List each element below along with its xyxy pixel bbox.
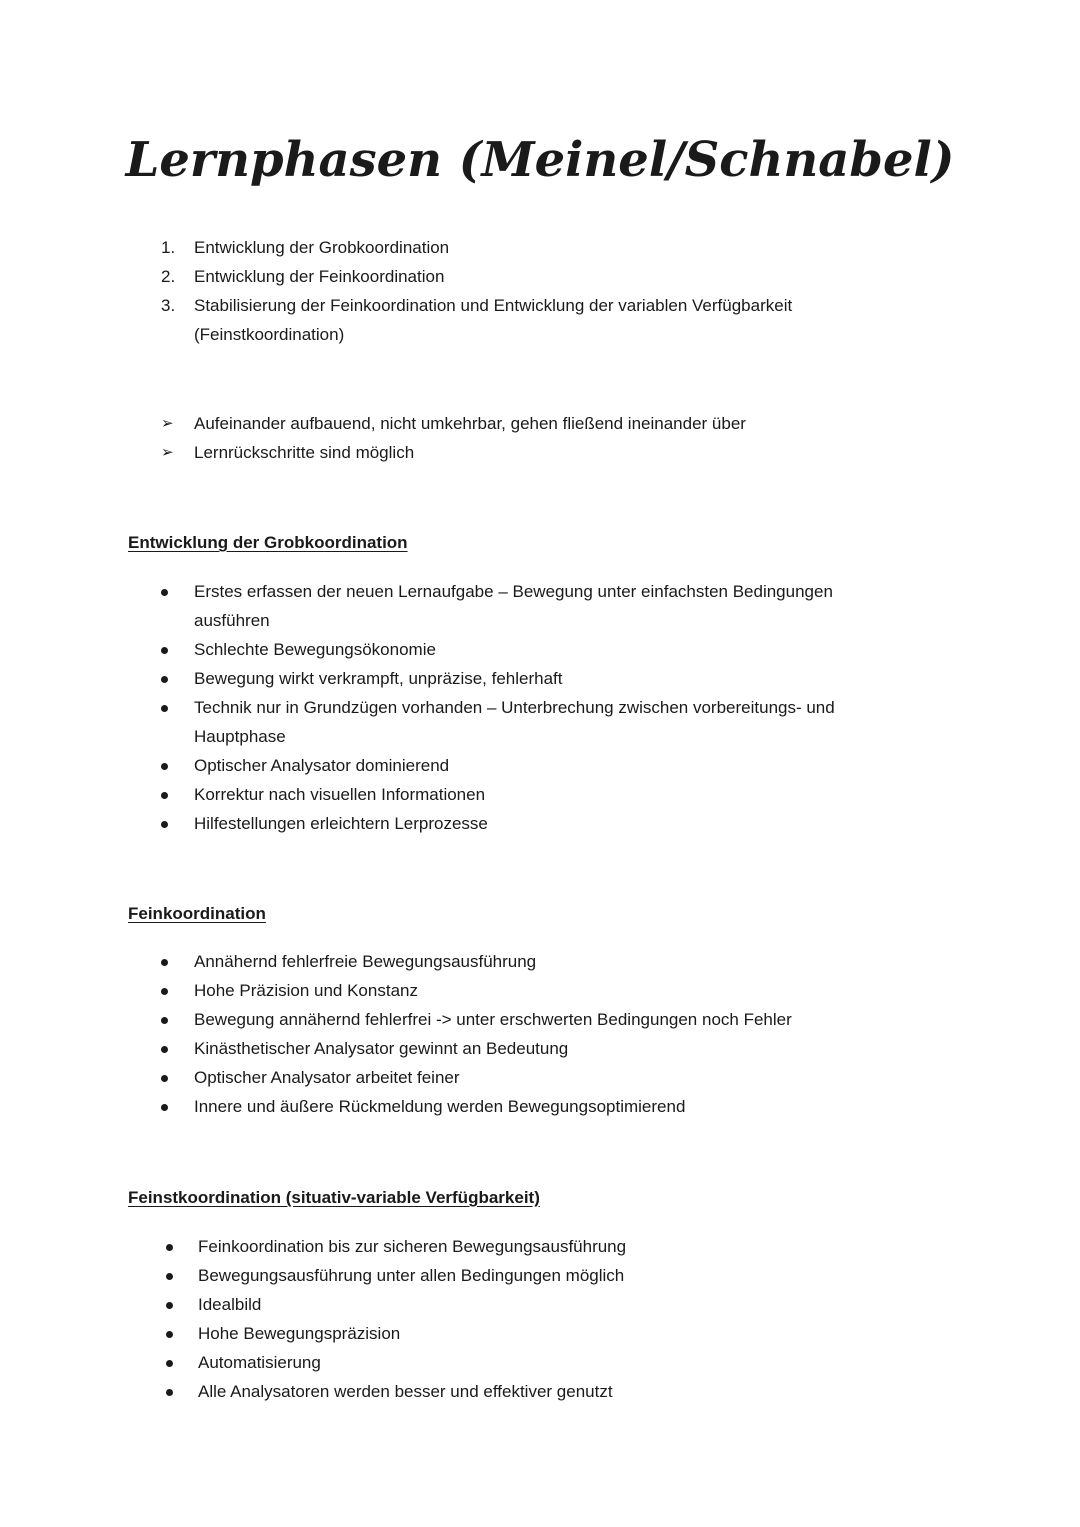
phase-item	[0, 233, 1080, 262]
list-item-text: Korrektur nach visuellen Informationen	[194, 785, 486, 804]
list-item-text: Schlechte Bewegungsökonomie	[194, 640, 436, 659]
note-list	[0, 409, 1080, 467]
list-item	[0, 1377, 1080, 1406]
bullet-icon	[161, 763, 168, 770]
bullet-icon	[161, 821, 168, 828]
list-item	[0, 976, 1080, 1005]
list-item-text: Optischer Analysator arbeitet feiner	[194, 1068, 460, 1087]
phase-item	[0, 262, 1080, 291]
list-item	[0, 1261, 1080, 1290]
list-item	[0, 1290, 1080, 1319]
phase-item	[0, 291, 1080, 349]
phase-text: Stabilisierung der Feinkoordination und Entwicklung der variablen Verfügbarkeit (Feinstkoordination)	[194, 296, 793, 344]
list-item	[0, 780, 1080, 809]
arrow-bullet-icon: ➢	[161, 415, 174, 432]
bullet-icon	[166, 1389, 173, 1396]
bullet-icon	[161, 988, 168, 995]
list-item-text: Hohe Präzision und Konstanz	[194, 981, 418, 1000]
bullet-icon	[161, 647, 168, 654]
list-item	[0, 751, 1080, 780]
bullet-icon	[166, 1244, 173, 1251]
list-item-text: Bewegung wirkt verkrampft, unpräzise, fehlerhaft	[194, 669, 563, 688]
bullet-icon	[161, 1017, 168, 1024]
phase-text: Entwicklung der Grobkoordination	[194, 238, 450, 257]
bullet-icon	[161, 1075, 168, 1082]
phase-number: 3.	[161, 296, 176, 315]
list-item-text: Hilfestellungen erleichtern Lerprozesse	[194, 814, 488, 833]
note-text: Lernrückschritte sind möglich	[194, 443, 415, 462]
list-item-text: Hohe Bewegungspräzision	[198, 1324, 401, 1343]
section-list-feinkoordination	[0, 947, 1080, 1121]
note-text: Aufeinander aufbauend, nicht umkehrbar, gehen fließend ineinander über	[194, 414, 746, 433]
list-item	[0, 635, 1080, 664]
bullet-icon	[161, 705, 168, 712]
note-item	[0, 438, 1080, 467]
phase-list	[0, 233, 1080, 349]
list-item	[0, 664, 1080, 693]
list-item-text: Idealbild	[198, 1295, 262, 1314]
list-item-text: Annähernd fehlerfreie Bewegungsausführung	[194, 952, 537, 971]
list-item-text: Bewegung annähernd fehlerfrei -> unter erschwerten Bedingungen noch Fehler	[194, 1010, 792, 1029]
phase-number: 1.	[161, 238, 176, 257]
list-item	[0, 693, 1080, 751]
list-item	[0, 1319, 1080, 1348]
list-item	[0, 1348, 1080, 1377]
list-item-text: Kinästhetischer Analysator gewinnt an Bedeutung	[194, 1039, 569, 1058]
list-item-text: Automatisierung	[198, 1353, 321, 1372]
list-item	[0, 577, 1080, 635]
list-item	[0, 1034, 1080, 1063]
section-list-feinstkoordination	[0, 1232, 1080, 1406]
bullet-icon	[166, 1360, 173, 1367]
list-item-text: Erstes erfassen der neuen Lernaufgabe – Bewegung unter einfachsten Bedingungen ausführen	[194, 582, 833, 630]
page-title: Lernphasen (Meinel/Schnabel)	[125, 132, 955, 188]
list-item-text: Optischer Analysator dominierend	[194, 756, 450, 775]
phase-number: 2.	[161, 267, 176, 286]
bullet-icon	[166, 1273, 173, 1280]
section-heading-feinstkoordination: Feinstkoordination (situativ-variable Verfügbarkeit)	[128, 1188, 540, 1207]
bullet-icon	[161, 1104, 168, 1111]
section-list-grobkoordination	[0, 577, 1080, 838]
list-item-text: Feinkoordination bis zur sicheren Bewegungsausführung	[198, 1237, 627, 1256]
section-heading-feinkoordination: Feinkoordination	[128, 904, 266, 923]
bullet-icon	[166, 1302, 173, 1309]
bullet-icon	[161, 792, 168, 799]
list-item-text: Innere und äußere Rückmeldung werden Bewegungsoptimierend	[194, 1097, 686, 1116]
section-heading-grobkoordination: Entwicklung der Grobkoordination	[128, 533, 408, 552]
list-item	[0, 947, 1080, 976]
list-item	[0, 809, 1080, 838]
bullet-icon	[166, 1331, 173, 1338]
list-item	[0, 1232, 1080, 1261]
bullet-icon	[161, 589, 168, 596]
bullet-icon	[161, 1046, 168, 1053]
list-item-text: Bewegungsausführung unter allen Bedingungen möglich	[198, 1266, 625, 1285]
list-item	[0, 1092, 1080, 1121]
arrow-bullet-icon: ➢	[161, 444, 174, 461]
note-item	[0, 409, 1080, 438]
list-item	[0, 1063, 1080, 1092]
bullet-icon	[161, 676, 168, 683]
list-item-text: Alle Analysatoren werden besser und effektiver genutzt	[198, 1382, 613, 1401]
list-item	[0, 1005, 1080, 1034]
phase-text: Entwicklung der Feinkoordination	[194, 267, 445, 286]
list-item-text: Technik nur in Grundzügen vorhanden – Unterbrechung zwischen vorbereitungs- und Hauptphase	[194, 698, 835, 746]
bullet-icon	[161, 959, 168, 966]
